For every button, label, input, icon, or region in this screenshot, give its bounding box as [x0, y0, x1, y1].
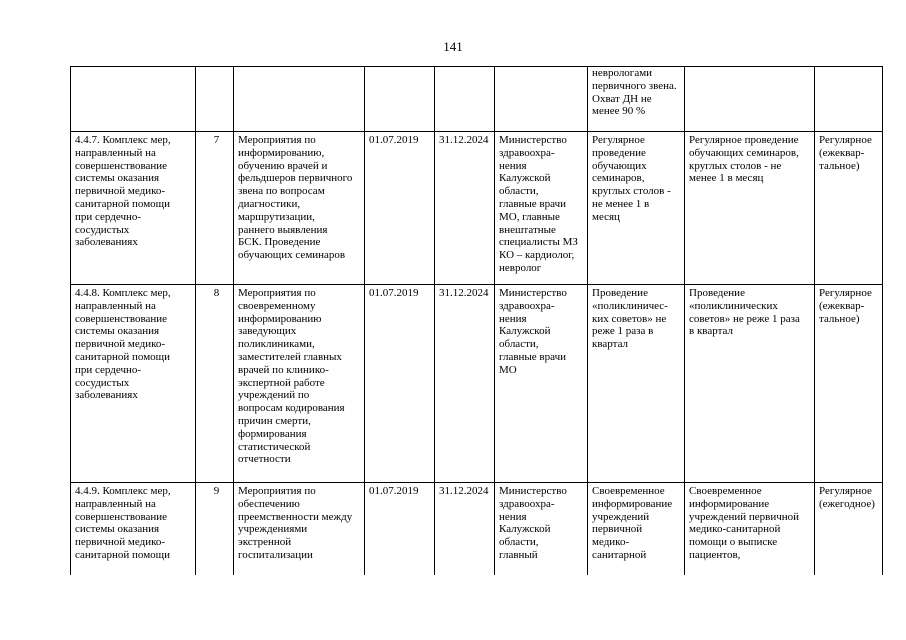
cell-frequency: Регулярное (ежеквар- тальное)	[815, 132, 883, 285]
cell-start-date: 01.07.2019	[365, 132, 435, 285]
cell-empty	[71, 67, 196, 132]
cell-end-date: 31.12.2024	[435, 132, 495, 285]
table-row	[71, 483, 883, 576]
table-row	[71, 285, 883, 483]
cell-number: 9	[196, 483, 234, 576]
cell-indicator: Своевременное информирование учреждений первичной медико-санитарной помощи о выписке пациентов,	[685, 483, 815, 576]
measures-table	[70, 66, 883, 575]
cell-indicator: Регулярное проведение обучающих семинаров, круглых столов - не менее 1 в месяц	[685, 132, 815, 285]
cell-empty	[196, 67, 234, 132]
cell-responsible: Министерство здравоохра- нения Калужской области, главный	[495, 483, 588, 576]
cell-result: неврологами первичного звена. Охват ДН не менее 90 %	[588, 67, 685, 132]
cell-measure-name: 4.4.9. Комплекс мер, направленный на совершенствование системы оказания первичной медико- санитарной помощи	[71, 483, 196, 576]
cell-result: Своевременное информирование учреждений первичной медико- санитарной	[588, 483, 685, 576]
cell-result: Проведение «поликлиничес- ких советов» не реже 1 раза в квартал	[588, 285, 685, 483]
cell-frequency: Регулярное (ежегодное)	[815, 483, 883, 576]
cell-empty	[435, 67, 495, 132]
cell-measure-name: 4.4.7. Комплекс мер, направленный на совершенствование системы оказания первичной медико- санитарной помощи при сердечно- сосудистых заболеваниях	[71, 132, 196, 285]
cell-end-date: 31.12.2024	[435, 285, 495, 483]
cell-activity: Мероприятия по обеспечению преемственности между учреждениями экстренной госпитализации	[234, 483, 365, 576]
cell-empty	[495, 67, 588, 132]
cell-empty	[365, 67, 435, 132]
cell-end-date: 31.12.2024	[435, 483, 495, 576]
cell-indicator: Проведение «поликлинических советов» не реже 1 раза в квартал	[685, 285, 815, 483]
cell-start-date: 01.07.2019	[365, 483, 435, 576]
table-row	[71, 132, 883, 285]
cell-empty	[815, 67, 883, 132]
cell-responsible: Министерство здравоохра- нения Калужской области, главные врачи МО, главные внештатные специалисты МЗ КО – кардиолог, невролог	[495, 132, 588, 285]
cell-empty	[234, 67, 365, 132]
page-number: 141	[443, 39, 463, 54]
cell-frequency: Регулярное (ежеквар- тальное)	[815, 285, 883, 483]
cell-activity: Мероприятия по информированию, обучению врачей и фельдшеров первичного звена по вопросам диагностики, маршрутизации, раннего выявления БСК. Проведение обучающих семинаров	[234, 132, 365, 285]
cell-number: 8	[196, 285, 234, 483]
continued-row	[71, 67, 883, 132]
cell-measure-name: 4.4.8. Комплекс мер, направленный на совершенствование системы оказания первичной медико- санитарной помощи при сердечно- сосудистых заболеваниях	[71, 285, 196, 483]
cell-result: Регулярное проведение обучающих семинаров, круглых столов - не менее 1 в месяц	[588, 132, 685, 285]
cell-activity: Мероприятия по своевременному информированию заведующих поликлиниками, заместителей главных врачей по клинико- экспертной работе учреждений по вопросам кодирования причин смерти, формирования статистической отчетности	[234, 285, 365, 483]
cell-responsible: Министерство здравоохра- нения Калужской области, главные врачи МО	[495, 285, 588, 483]
cell-empty	[685, 67, 815, 132]
cell-start-date: 01.07.2019	[365, 285, 435, 483]
cell-number: 7	[196, 132, 234, 285]
